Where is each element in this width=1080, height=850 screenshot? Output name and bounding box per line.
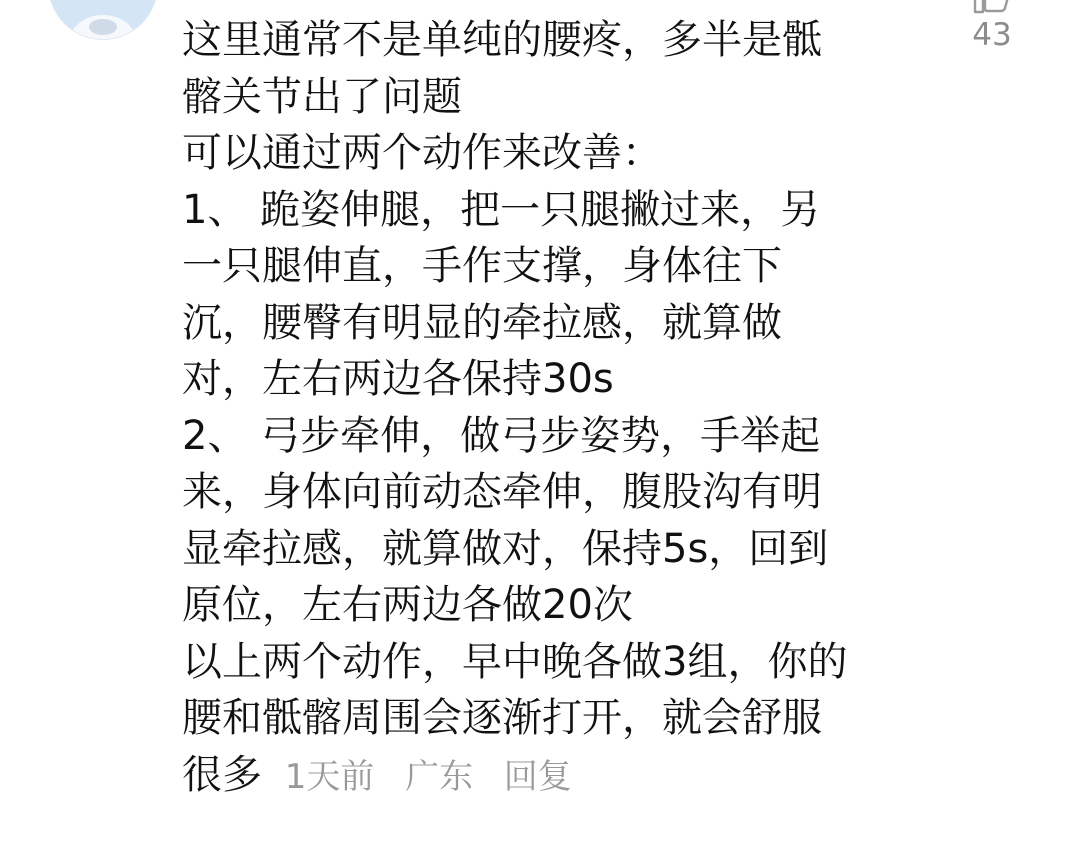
comment-text-line: 来，身体向前动态牵伸，腹股沟有明 bbox=[182, 469, 822, 515]
avatar-image bbox=[49, 0, 157, 39]
comment-text-line: 腰和骶髂周围会逐渐打开，就会舒服 bbox=[182, 695, 822, 741]
comment-location: 广东 bbox=[405, 756, 474, 797]
comment-last-line bbox=[182, 747, 922, 806]
comment-text-tail: 很多 bbox=[182, 751, 262, 798]
comment-text-line: 沉，腰臀有明显的牵拉感，就算做 bbox=[182, 299, 782, 346]
like-button[interactable] bbox=[962, 0, 1022, 53]
comment-text-line: 原位，左右两边各做20次 bbox=[182, 582, 633, 628]
reply-button[interactable]: 回复 bbox=[503, 756, 572, 797]
comment-text-line: 髂关节出了问题 bbox=[182, 73, 462, 120]
comment-time: 1天前 bbox=[284, 756, 375, 797]
comment-text-line: 一只腿伸直，手作支撑，身体往下 bbox=[182, 243, 782, 289]
avatar[interactable] bbox=[48, 0, 158, 40]
comment-text-line: 可以通过两个动作来改善： bbox=[182, 130, 662, 176]
comment-meta bbox=[285, 752, 590, 798]
comment-text-line: 以上两个动作，早中晚各做3组，你的 bbox=[182, 638, 848, 685]
comment-text-line: 这里通常不是单纯的腰疼，多半是骶 bbox=[182, 17, 822, 63]
comment-content bbox=[182, 12, 922, 805]
thumb-up-icon bbox=[971, 0, 1013, 14]
comment-text-line: 2、 弓步牵伸，做弓步姿势，手举起 bbox=[182, 412, 821, 459]
comment-text-line: 对，左右两边各保持30s bbox=[182, 356, 614, 402]
like-count: 43 bbox=[972, 17, 1012, 53]
comment-text-line: 显牵拉感，就算做对，保持5s，回到 bbox=[182, 525, 829, 572]
comment-text-line: 1、 跪姿伸腿，把一只腿撇过来，另 bbox=[182, 186, 821, 233]
